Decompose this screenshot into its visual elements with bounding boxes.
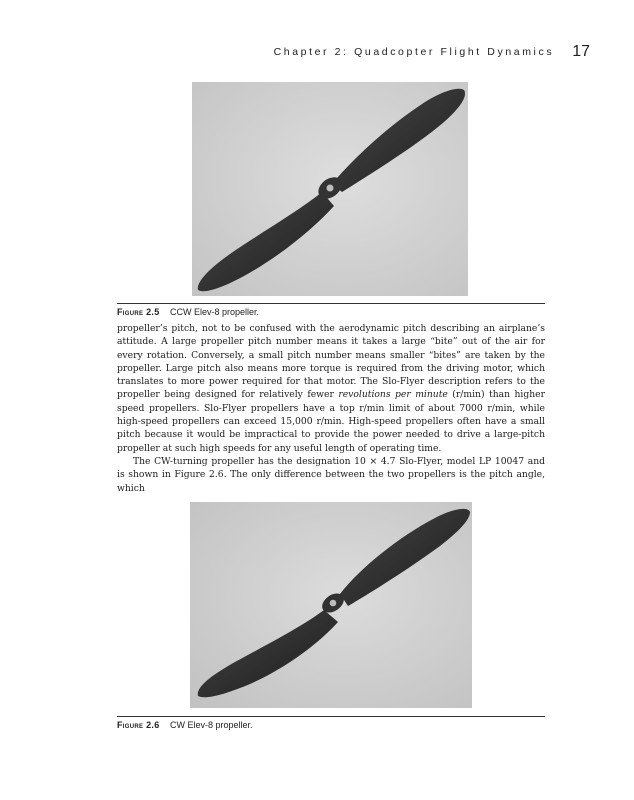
paragraph [117,322,545,455]
caption-text: CW Elev-8 propeller. [170,720,253,730]
figure-2-6-photo [190,502,472,708]
figure-2-6-rule [117,716,545,717]
italic-term: revolutions per minute [338,389,448,401]
propeller-image [190,502,472,708]
caption-text: CCW Elev-8 propeller. [170,307,260,317]
running-header [250,42,590,62]
paragraph-text: (r/min) than higher speed propellers. Slo-Flyer propellers have a top r/min limit of about 7000 r/min, while high-speed propellers can exceed 15,000 r/min. High-speed propellers often have a small pitch because it would be impractical to provide the power needed to drive a large-pitch propeller at such high speeds for any useful length of operating time. [117,389,545,454]
figure-2-6-caption [117,720,253,730]
paragraph-text: propeller’s pitch, not to be confused with the aerodynamic pitch describing an airplane’s attitude. A large propeller pitch number means it takes a large “bite” out of the air for every rotation. Conversely, a small pitch number means smaller “bites” are taken by the propeller. Large pitch also means more torque is required from the driving motor, which translates to more power required for that motor. The Slo-Flyer description refers to the propeller being designed for relatively fewer [117,323,545,401]
figure-2-5-caption [117,307,259,317]
figure-label: Figure 2.6 [117,720,160,730]
chapter-title: Chapter 2: Quadcopter Flight Dynamics [273,46,555,58]
figure-2-5-photo [192,82,468,296]
paragraph: The CW-turning propeller has the designation 10 × 4.7 Slo-Flyer, model LP 10047 and is shown in Figure 2.6. The only difference between the two propellers is the pitch angle, which [117,455,545,494]
figure-label: Figure 2.5 [117,307,160,317]
propeller-image [192,82,468,296]
body-text [117,322,545,495]
page-number: 17 [572,43,590,60]
figure-2-5-rule [117,303,545,304]
